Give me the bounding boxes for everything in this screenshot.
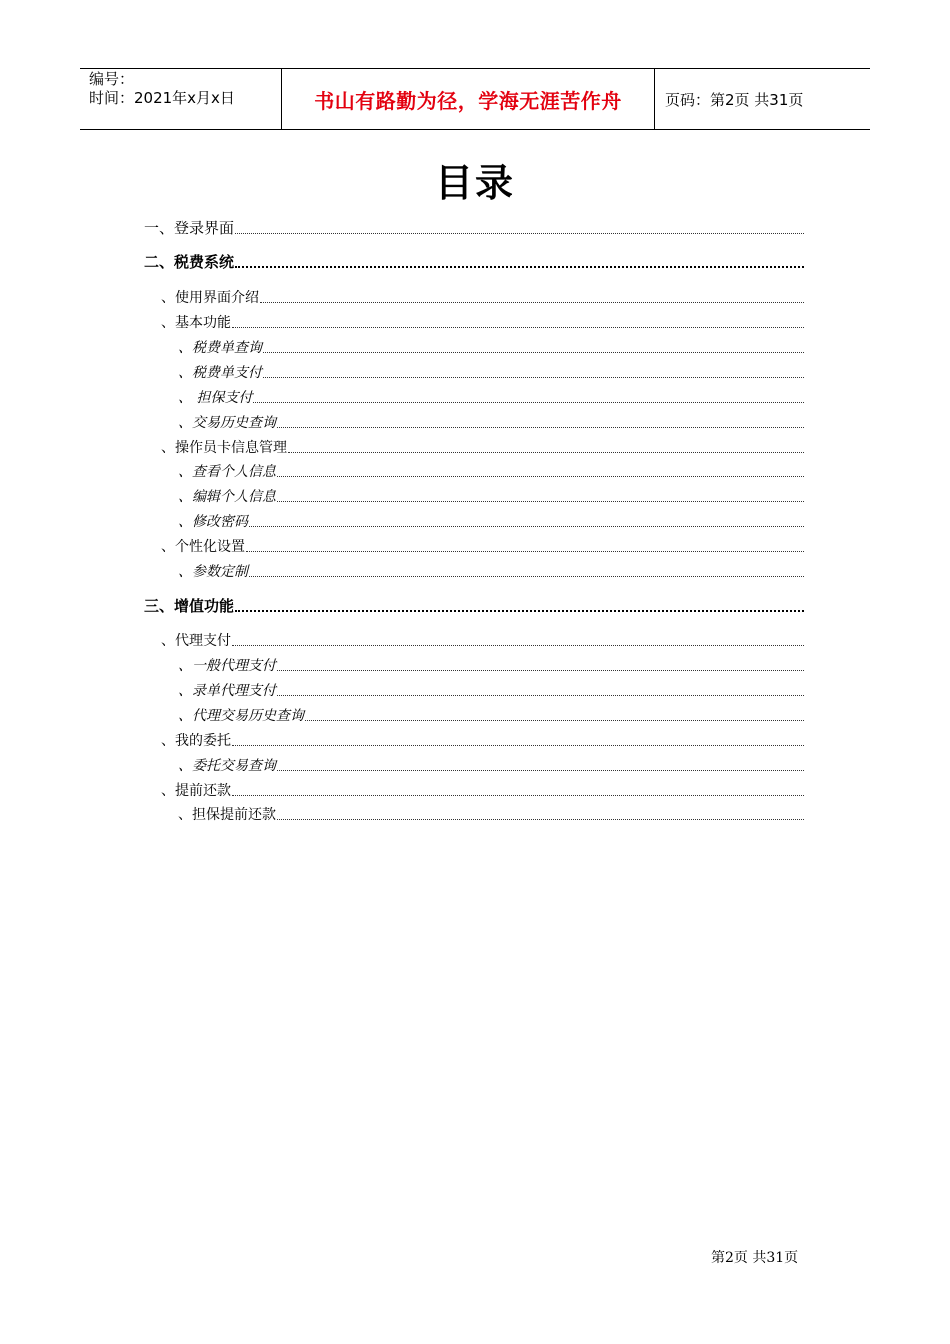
toc-entry[interactable] [161, 287, 804, 307]
toc-entry-label: 、编辑个人信息 [178, 489, 276, 505]
toc-entry[interactable] [178, 461, 804, 481]
toc-dot-leader [235, 266, 804, 268]
toc-dot-leader [249, 576, 804, 577]
toc-entry[interactable] [178, 511, 804, 531]
toc-entry[interactable] [178, 362, 804, 382]
toc-entry[interactable] [178, 705, 804, 725]
toc-dot-leader [277, 670, 804, 671]
toc-entry-label: 、 担保支付 [178, 390, 253, 406]
toc-entry[interactable] [161, 312, 804, 332]
toc-dot-leader [263, 352, 804, 353]
toc-dot-leader [277, 770, 804, 771]
toc-entry[interactable] [161, 536, 804, 556]
toc-entry-label: 、一般代理支付 [178, 658, 276, 674]
toc-entry-label: 、使用界面介绍 [161, 290, 259, 306]
toc-dot-leader [253, 402, 804, 403]
toc-dot-leader [263, 377, 804, 378]
toc-entry-label: 、个性化设置 [161, 539, 245, 555]
toc-entry-label: 、我的委托 [161, 733, 231, 749]
toc-dot-leader [260, 302, 804, 303]
toc-dot-leader [277, 427, 804, 428]
toc-entry-label: 、代理支付 [161, 633, 231, 649]
toc-dot-leader [232, 645, 804, 646]
toc-entry[interactable] [144, 596, 804, 616]
toc-entry-label: 、税费单查询 [178, 340, 262, 356]
toc-dot-leader [277, 501, 804, 502]
header-meta [80, 69, 282, 129]
toc-dot-leader [235, 610, 804, 612]
toc-entry-label: 、委托交易查询 [178, 758, 276, 774]
toc-entry-label: 二、税费系统 [144, 253, 235, 271]
toc-entry-label: 、参数定制 [178, 564, 248, 580]
toc-dot-leader [235, 233, 804, 234]
toc-entry-label: 、税费单支付 [178, 365, 262, 381]
toc-dot-leader [249, 526, 804, 527]
toc-entry-label: 、基本功能 [161, 315, 231, 331]
toc-entry[interactable] [178, 412, 804, 432]
toc-dot-leader [277, 476, 804, 477]
toc-entry[interactable] [178, 561, 804, 581]
toc-entry[interactable] [161, 437, 804, 457]
toc-entry[interactable] [178, 804, 804, 824]
header-motto-cell [282, 69, 655, 129]
header-motto: 书山有路勤为径，学海无涯苦作舟 [314, 88, 622, 113]
time-label: 时间：2021年x月x日 [89, 89, 235, 107]
toc-dot-leader [277, 819, 804, 820]
toc-entry-label: 、查看个人信息 [178, 464, 276, 480]
toc-dot-leader [246, 551, 804, 552]
toc-entry-label: 、录单代理支付 [178, 683, 276, 699]
toc-entry[interactable] [161, 780, 804, 800]
toc-dot-leader [277, 695, 804, 696]
toc-entry[interactable] [178, 755, 804, 775]
toc-entry[interactable] [161, 630, 804, 650]
toc-entry-label: 、代理交易历史查询 [178, 708, 304, 724]
toc-dot-leader [232, 795, 804, 796]
page-footer: 第2页 共31页 [711, 1250, 799, 1266]
toc-entry[interactable] [178, 680, 804, 700]
toc-entry[interactable] [161, 730, 804, 750]
toc-entry[interactable] [144, 218, 804, 238]
toc-dot-leader [288, 452, 804, 453]
toc-entry[interactable] [178, 655, 804, 675]
toc-entry-label: 三、增值功能 [144, 597, 235, 615]
toc-dot-leader [305, 720, 804, 721]
toc-entry[interactable] [144, 252, 804, 272]
toc-entry-label: 、交易历史查询 [178, 415, 276, 431]
page-header [80, 68, 870, 130]
toc-entry-label: 、担保提前还款 [178, 807, 276, 823]
toc-entry-label: 一、登录界面 [144, 219, 235, 237]
toc-entry-label: 、操作员卡信息管理 [161, 440, 287, 456]
toc-entry[interactable] [178, 387, 804, 407]
toc-entry[interactable] [178, 337, 804, 357]
toc-dot-leader [232, 745, 804, 746]
page-title: 目录 [434, 161, 515, 205]
toc-entry[interactable] [178, 486, 804, 506]
header-page-info: 页码：第2页 共31页 [665, 90, 804, 109]
toc-entry-label: 、修改密码 [178, 514, 248, 530]
toc-entry-label: 、提前还款 [161, 783, 231, 799]
serial-label: 编号： [89, 70, 135, 88]
toc-dot-leader [232, 327, 804, 328]
